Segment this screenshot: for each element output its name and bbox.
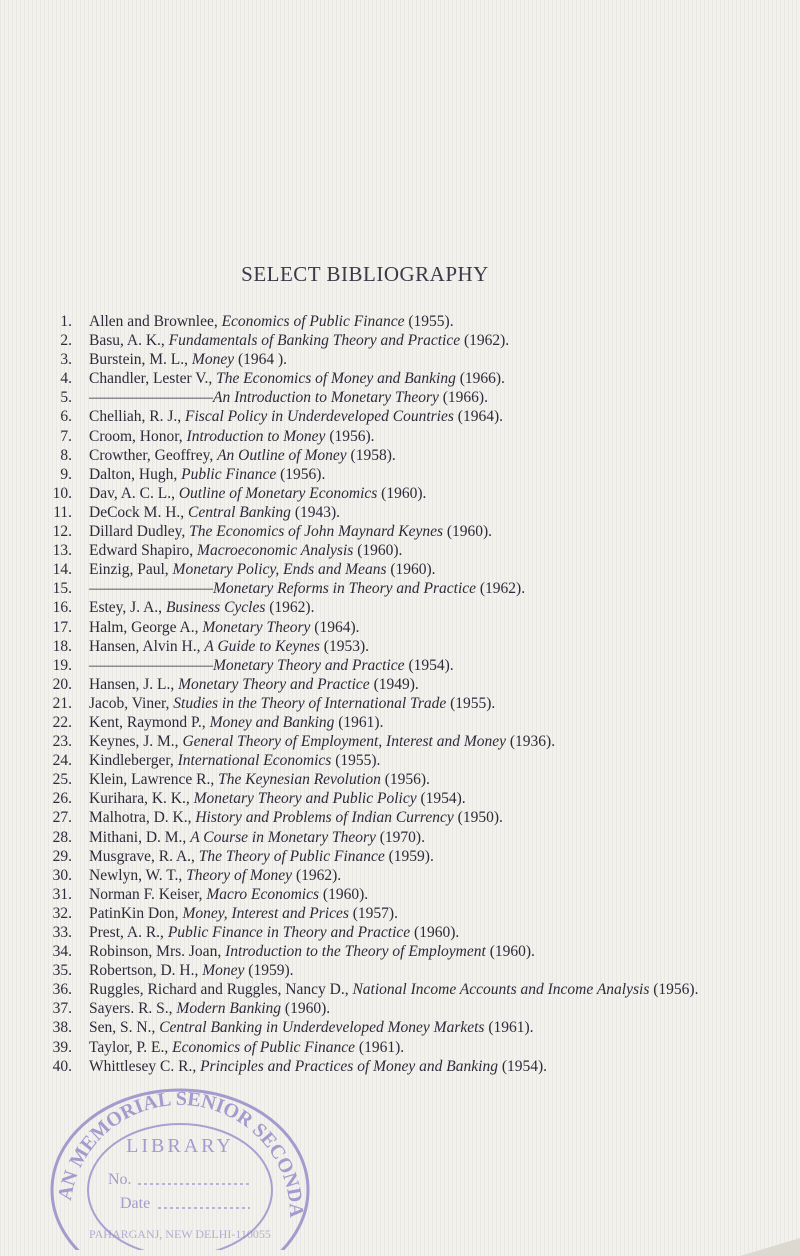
entry-author: Norman F. Keiser, (89, 885, 207, 903)
entry-year: (1959). (384, 847, 434, 865)
entry-title: International Economics (177, 752, 332, 770)
entry-author: Klein, Lawrence R., (89, 771, 219, 789)
entry-number: 24. (52, 752, 72, 770)
entry-author: Allen and Brownlee, (89, 313, 222, 330)
entry-number: 30. (52, 866, 72, 884)
entry-year: (1960). (442, 523, 493, 541)
entry-author: Whittlesey C. R., (89, 1057, 201, 1075)
bibliography-entry (44, 866, 744, 885)
bibliography-entry (44, 331, 744, 350)
bibliography-entry (44, 579, 744, 598)
entry-number: 7. (60, 427, 72, 445)
bibliography-entry (44, 808, 744, 827)
entry-title: Central Banking in Underdeveloped Money Markets (159, 1019, 485, 1037)
entry-author: Robertson, D. H., (89, 962, 203, 980)
entry-year: (1954). (497, 1057, 548, 1075)
bibliography-entry (44, 560, 744, 579)
entry-author: Keynes, J. M., (89, 733, 183, 751)
entry-number: 20. (52, 675, 72, 693)
entry-author: Kindleberger, (89, 752, 178, 770)
entry-year: (1959). (244, 962, 294, 980)
entry-title: Monetary Theory and Practice (213, 656, 405, 674)
bibliography-entry (44, 350, 744, 369)
bibliography-entry (44, 618, 744, 637)
entry-title: Modern Banking (176, 1000, 282, 1018)
entry-author: PatinKin Don, (89, 904, 183, 922)
entry-author: Jacob, Viner, (89, 694, 174, 712)
entry-year: (1955). (446, 694, 496, 712)
bibliography-entry (44, 407, 744, 426)
entry-number: 28. (52, 828, 72, 846)
entry-year: (1966). (455, 370, 505, 388)
entry-year: (1964). (453, 408, 503, 426)
entry-number: 29. (52, 847, 72, 865)
entry-number: 39. (52, 1038, 72, 1056)
entry-number: 17. (52, 618, 72, 636)
entry-author: Burstein, M. L., (89, 351, 192, 369)
entry-author: Mithani, D. M., (89, 828, 191, 846)
bibliography-entry (44, 369, 744, 388)
bibliography-entry (44, 465, 744, 484)
bibliography-entry (44, 675, 744, 694)
entry-title: Introduction to the Theory of Employment (225, 943, 486, 961)
entry-number: 34. (52, 943, 72, 961)
bibliography-list (44, 312, 744, 1076)
entry-number: 10. (52, 484, 72, 502)
entry-year: (1961). (334, 713, 384, 731)
entry-author: Musgrave, R. A., (89, 847, 199, 865)
entry-number: 13. (52, 542, 72, 560)
entry-number: 23. (52, 733, 72, 751)
bibliography-entry (44, 446, 744, 465)
bibliography-entry (44, 770, 744, 789)
bibliography-entry (44, 1038, 744, 1057)
entry-number: 25. (52, 771, 72, 789)
entry-year: (1962). (265, 599, 315, 617)
bibliography-entry (44, 961, 744, 980)
entry-year: (1956). (325, 427, 375, 445)
entry-title: The Theory of Public Finance (198, 847, 385, 865)
entry-number: 8. (60, 446, 72, 464)
entry-year: (1966). (438, 389, 488, 407)
entry-author: Kurihara, K. K., (89, 790, 194, 808)
bibliography-entry (44, 484, 744, 503)
entry-author: Basu, A. K., (89, 332, 169, 350)
entry-number: 19. (52, 656, 72, 674)
entry-author: Edward Shapiro, (89, 542, 198, 560)
entry-author: Crowther, Geoffrey, (89, 446, 218, 464)
stamp-no-label: No. (108, 1171, 132, 1188)
bibliography-entry (44, 598, 744, 617)
entry-author: Hansen, J. L., (89, 675, 179, 693)
entry-year: (1960). (485, 943, 535, 961)
entry-title: Public Finance in Theory and Practice (167, 924, 411, 941)
bibliography-entry (44, 1018, 744, 1037)
entry-title: Studies in the Theory of International Trade (173, 694, 447, 712)
entry-number: 1. (60, 313, 72, 330)
entry-author: DeCock M. H., (89, 503, 189, 521)
entry-year: (1954). (416, 790, 466, 808)
entry-title: General Theory of Employment, Interest and Money (182, 733, 506, 751)
entry-year: (1936). (506, 733, 556, 751)
entry-author: Robinson, Mrs. Joan, (89, 943, 226, 961)
entry-number: 40. (52, 1057, 72, 1075)
bibliography-entry (44, 522, 744, 541)
bibliography-entry (44, 713, 744, 732)
entry-year: (1964). (310, 618, 360, 636)
entry-title: The Economics of Money and Banking (216, 370, 456, 388)
entry-title: A Course in Monetary Theory (190, 828, 376, 846)
entry-year: (1964 ). (234, 351, 288, 369)
entry-number: 22. (52, 713, 72, 731)
entry-title: Outline of Monetary Economics (178, 484, 378, 502)
entry-title: Monetary Theory (202, 618, 311, 636)
library-stamp (40, 1080, 320, 1250)
bibliography-entry (44, 1057, 744, 1076)
entry-year: (1960). (377, 484, 427, 502)
bibliography-entry (44, 942, 744, 961)
library-stamp-graphic (40, 1080, 320, 1250)
entry-year: (1960). (386, 561, 436, 579)
bibliography-entry (44, 828, 744, 847)
entry-title: Money (191, 351, 235, 369)
bibliography-entry (44, 388, 744, 407)
page-title: SELECT BIBLIOGRAPHY (241, 262, 489, 286)
entry-year: (1960). (410, 924, 460, 941)
entry-author: Dillard Dudley, (89, 523, 190, 541)
entry-number: 33. (52, 924, 72, 941)
entry-title: Fundamentals of Banking Theory and Practice (168, 332, 461, 350)
entry-author: Dalton, Hugh, (89, 465, 182, 483)
entry-title: The Economics of John Maynard Keynes (189, 523, 443, 541)
entry-year: (1960). (319, 885, 369, 903)
bibliography-entry (44, 980, 734, 999)
entry-year: (1961). (355, 1038, 405, 1056)
entry-title: Economics of Public Finance (172, 1038, 356, 1056)
entry-number: 35. (52, 962, 72, 980)
entry-title: The Keynesian Revolution (218, 771, 381, 789)
entry-title: Monetary Theory and Public Policy (193, 790, 417, 808)
bibliography-entry (44, 503, 744, 522)
entry-number: 31. (52, 885, 72, 903)
entry-title: Macro Economics (206, 885, 320, 903)
entry-title: Money (202, 962, 245, 980)
entry-year: (1949). (369, 675, 419, 693)
bibliography-entry (44, 923, 744, 942)
entry-number: 27. (52, 809, 72, 827)
entry-title: Introduction to Money (186, 427, 326, 445)
entry-number: 5. (60, 389, 72, 407)
entry-author: Einzig, Paul, (89, 561, 173, 579)
entry-title: Money and Banking (209, 713, 335, 731)
entry-number: 4. (60, 370, 72, 388)
bibliography-entry (44, 637, 744, 656)
entry-year: (1956). (649, 981, 699, 999)
entry-year: (1962). (292, 866, 342, 884)
entry-title: National Income Accounts and Income Analysis (352, 981, 650, 999)
entry-author: Estey, J. A., (89, 599, 166, 617)
entry-number: 26. (52, 790, 72, 808)
entry-author: Ruggles, Richard and Ruggles, Nancy D., (89, 981, 353, 999)
entry-author: Chandler, Lester V., (89, 370, 217, 388)
entry-title: Monetary Theory and Practice (178, 675, 370, 693)
entry-year: (1954). (404, 656, 454, 674)
entry-title: Monetary Policy, Ends and Means (172, 561, 387, 579)
bibliography-entry (44, 999, 744, 1018)
bibliography-entry (44, 751, 744, 770)
entry-author: Hansen, Alvin H., (89, 637, 205, 655)
entry-number: 21. (52, 694, 72, 712)
entry-number: 18. (52, 637, 72, 655)
bibliography-entry (44, 847, 744, 866)
stamp-bottom-text: PAHARGANJ, NEW DELHI-110055 (89, 1227, 271, 1241)
stamp-date-label: Date (120, 1195, 151, 1212)
entry-title: Central Banking (188, 503, 291, 521)
entry-author: Sayers. R. S., (89, 1000, 177, 1018)
entry-author: ———————— (89, 656, 213, 674)
entry-year: (1960). (353, 542, 403, 560)
entry-number: 14. (52, 561, 72, 579)
entry-title: Theory of Money (186, 866, 293, 884)
stamp-library-text: LIBRARY (126, 1135, 234, 1157)
entry-year: (1943). (290, 503, 341, 521)
entry-title: Fiscal Policy in Underdeveloped Countries (185, 408, 454, 426)
entry-year: (1955). (404, 313, 454, 330)
entry-author: Halm, George A., (89, 618, 203, 636)
entry-year: (1950). (453, 809, 503, 827)
entry-number: 6. (60, 408, 72, 426)
bibliography-entry (44, 904, 744, 923)
entry-title: Macroeconomic Analysis (197, 542, 354, 560)
entry-title: Business Cycles (165, 599, 266, 617)
entry-title: Public Finance (181, 465, 277, 483)
stamp-ring-text: AN MEMORIAL SENIOR SECONDA (53, 1087, 308, 1219)
entry-year: (1962). (476, 580, 526, 598)
bibliography-entry (44, 656, 744, 675)
entry-author: ———————— (89, 389, 213, 407)
entry-title: An Outline of Money (217, 446, 347, 464)
entry-year: (1961). (484, 1019, 534, 1037)
bibliography-entry (44, 694, 744, 713)
entry-author: Croom, Honor, (89, 427, 187, 445)
entry-author: ———————— (89, 580, 213, 598)
entry-year: (1953). (319, 637, 369, 655)
entry-author: Dav, A. C. L., (89, 484, 179, 502)
corner-crease (740, 1226, 800, 1256)
bibliography-entry (44, 312, 744, 331)
entry-author: Newlyn, W. T., (89, 866, 187, 884)
entry-title: Money, Interest and Prices (182, 904, 349, 922)
entry-number: 3. (60, 351, 72, 369)
entry-title: Economics of Public Finance (221, 313, 405, 330)
entry-number: 9. (60, 465, 72, 483)
entry-year: (1956). (276, 465, 326, 483)
entry-number: 32. (52, 904, 72, 922)
entry-title: Monetary Reforms in Theory and Practice (213, 580, 477, 598)
entry-author: Chelliah, R. J., (89, 408, 186, 426)
entry-year: (1958). (346, 446, 396, 464)
entry-author: Sen, S. N., (89, 1019, 160, 1037)
entry-number: 37. (52, 1000, 72, 1018)
entry-year: (1956). (380, 771, 430, 789)
bibliography-entry (44, 789, 744, 808)
entry-title: Principles and Practices of Money and Banking (200, 1057, 498, 1075)
entry-author: Kent, Raymond P., (89, 713, 210, 731)
entry-number: 2. (60, 332, 72, 350)
entry-year: (1955). (331, 752, 381, 770)
entry-author: Malhotra, D. K., (89, 809, 196, 827)
entry-number: 15. (52, 580, 72, 598)
entry-number: 38. (52, 1019, 72, 1037)
entry-number: 36. (52, 981, 72, 999)
bibliography-entry (44, 885, 744, 904)
entry-year: (1957). (348, 904, 398, 922)
entry-title: An Introduction to Monetary Theory (213, 389, 439, 407)
entry-number: 12. (52, 523, 72, 541)
bibliography-entry (44, 427, 744, 446)
entry-year: (1960). (281, 1000, 331, 1018)
entry-year: (1970). (375, 828, 425, 846)
entry-author: Taylor, P. E., (89, 1038, 173, 1056)
entry-number: 16. (52, 599, 72, 617)
entry-number: 11. (53, 503, 72, 521)
bibliography-entry (44, 541, 744, 560)
entry-year: (1962). (460, 332, 510, 350)
bibliography-entry (44, 732, 744, 751)
entry-author: Prest, A. R., (89, 924, 168, 941)
entry-title: History and Problems of Indian Currency (195, 809, 454, 827)
entry-title: A Guide to Keynes (204, 637, 320, 655)
